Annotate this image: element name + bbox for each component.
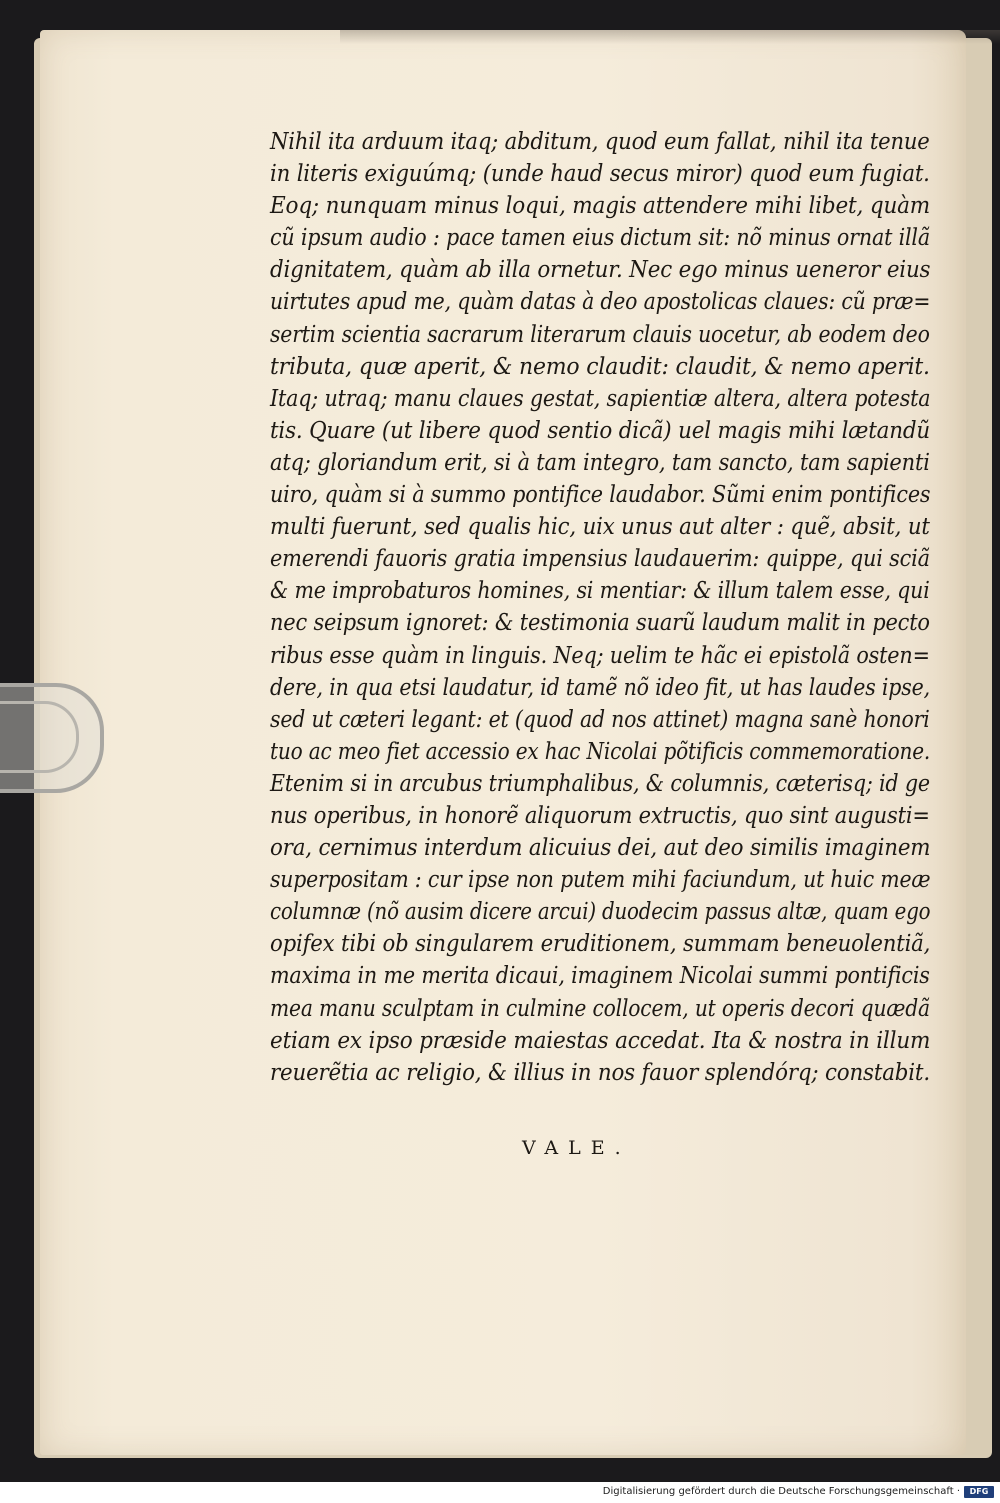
text-line: Eoq; nunquam minus loqui, magis attendere mihi libet, quàm	[270, 191, 931, 220]
text-line: uiro, quàm si à summo pontifice laudabor. Sũmi enim pontifices	[270, 480, 931, 509]
closing-vale: VALE.	[522, 1137, 631, 1159]
text-line: tuo ac meo fiet accessio ex hac Nicolai põtificis commemoratione.	[270, 736, 931, 765]
text-line: sed ut cæteri legant: et (quod ad nos attinet) magna sanè honori	[270, 704, 930, 733]
text-line: Etenim si in arcubus triumphalibus, & columnis, cæterisq; id ge	[270, 768, 930, 797]
text-line: nus operibus, in honorẽ aliquorum extructis, quo sint augusti=	[270, 800, 930, 829]
page-top-edge	[340, 30, 1000, 44]
text-line: sertim scientia sacrarum literarum clauis uocetur, ab eodem deo	[270, 319, 930, 348]
text-line: uirtutes apud me, quàm datas à deo apostolicas claues: cũ præ=	[270, 287, 931, 316]
text-line: nec seipsum ignoret: & testimonia suarũ laudum malit in pecto	[270, 608, 930, 637]
digitization-footer	[0, 1482, 1000, 1503]
printed-text-block	[270, 125, 930, 1088]
text-line: dere, in qua etsi laudatur, id tamẽ nõ ideo fit, ut has laudes ipse,	[270, 672, 930, 701]
text-line: etiam ex ipso præside maiestas accedat. Ita & nostra in illum	[270, 1025, 931, 1054]
text-line: cũ ipsum audio : pace tamen eius dictum sit: nõ minus ornat illã	[270, 223, 930, 252]
text-line: maxima in me merita dicaui, imaginem Nicolai summi pontificis	[270, 961, 930, 990]
text-line: multi fuerunt, sed qualis hic, uix unus aut alter : quẽ, absit, ut	[270, 512, 930, 541]
text-line: tributa, quæ aperit, & nemo claudit: claudit, & nemo aperit.	[270, 351, 930, 380]
text-line: reuerẽtia ac religio, & illius in nos fauor splendórq; constabit.	[270, 1057, 930, 1086]
text-line: in literis exiguúmq; (unde haud secus miror) quod eum fugiat.	[270, 159, 930, 188]
text-line: mea manu sculptam in culmine collocem, ut operis decori quædã	[270, 993, 930, 1022]
text-line: ribus esse quàm in linguis. Neq; uelim te hãc ei epistolã osten=	[270, 640, 930, 669]
text-line: ora, cernimus interdum alicuius dei, aut deo similis imaginem	[270, 833, 931, 862]
text-line: atq; gloriandum erit, si à tam integro, tam sancto, tam sapienti	[270, 447, 930, 476]
text-line: Itaq; utraq; manu claues gestat, sapientiæ altera, altera potesta	[270, 383, 931, 412]
dfg-logo: DFG	[964, 1486, 994, 1498]
text-line: dignitatem, quàm ab illa ornetur. Nec ego minus ueneror eius	[270, 255, 931, 284]
text-line: & me improbaturos homines, si mentiar: & illum talem esse, qui	[270, 576, 930, 605]
text-line: Nihil ita arduum itaq; abditum, quod eum fallat, nihil ita tenue	[270, 127, 930, 155]
text-line: superpositam : cur ipse non putem mihi faciundum, ut huic meæ	[270, 865, 931, 894]
text-line: columnæ (nõ ausim dicere arcui) duodecim passus altæ, quam ego	[270, 897, 931, 926]
text-line: tis. Quare (ut libere quod sentio dicã) uel magis mihi lætandũ	[270, 415, 930, 444]
funding-credit: Digitalisierung gefördert durch die Deutsche Forschungsgemeinschaft ·	[602, 1486, 960, 1497]
text-line: emerendi fauoris gratia impensius laudauerim: quippe, qui sciã	[270, 544, 930, 573]
paper-clip-inner	[0, 701, 79, 773]
text-line: opifex tibi ob singularem eruditionem, summam beneuolentiã,	[270, 929, 931, 958]
